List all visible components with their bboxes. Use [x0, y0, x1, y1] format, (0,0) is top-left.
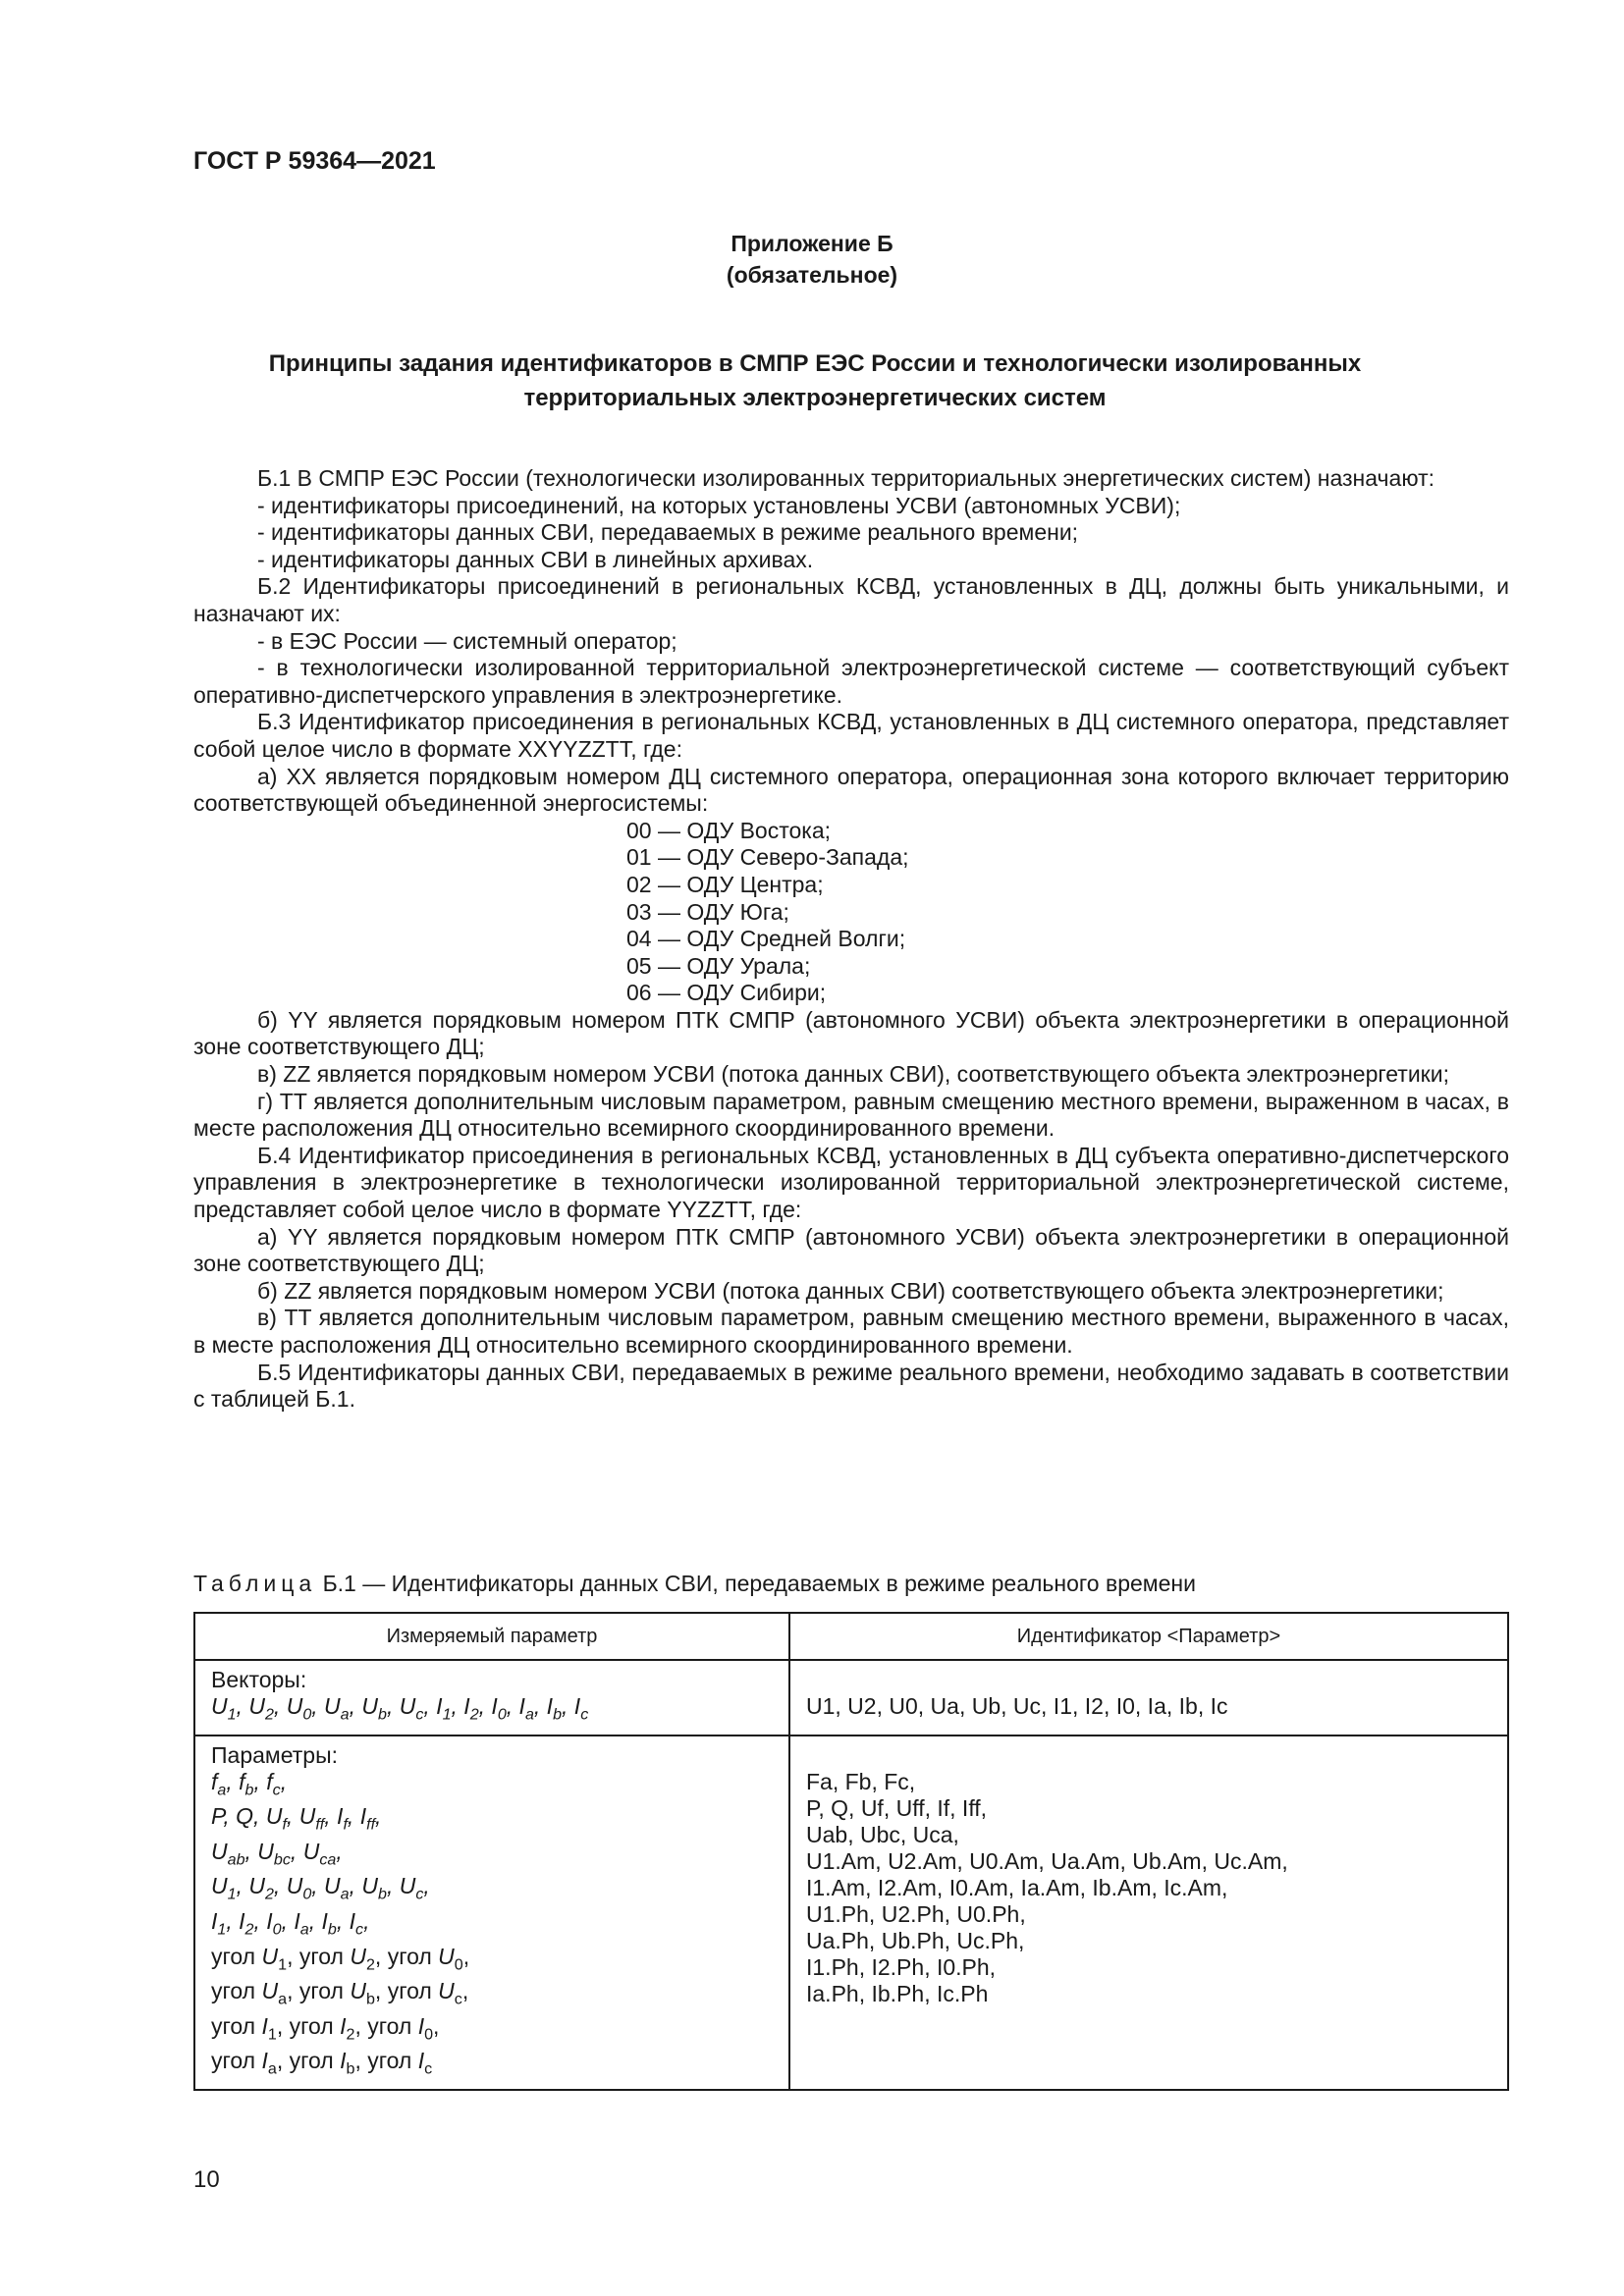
list-item: - идентификаторы данных СВИ в линейных архивах. — [257, 546, 814, 572]
vectors-label: Векторы: — [211, 1667, 307, 1692]
table-row — [194, 1660, 1508, 1735]
odu-item: 01 — ОДУ Северо-Запада; — [626, 844, 909, 871]
param-ids: I1.Am, I2.Am, I0.Am, Ia.Am, Ib.Am, Ic.Am, — [806, 1874, 1228, 1900]
table-cell — [194, 1660, 789, 1735]
param-symbols: $U_{ab}$, $U_{bc}$, $U_{ca}$, — [211, 1838, 343, 1869]
list-item: - идентификаторы присоединений, на которых установлены УСВИ (автономных УСВИ); — [257, 492, 1181, 518]
paragraph-b4: Б.4 Идентификатор присоединения в региональных КСВД, установленных в ДЦ субъекта оперативно-диспетчерского управления в электроэнергетике в технологически изолированной территориальной электроэнергетической системе, представляет собой целое число в формате YYZZTT, где: — [193, 1142, 1509, 1223]
table-caption — [193, 1571, 1196, 1597]
param-symbols: угол $U_1$, угол $U_2$, угол $U_0$, — [211, 1943, 470, 1974]
identifiers-table — [193, 1612, 1509, 2091]
odu-item: 06 — ОДУ Сибири; — [626, 980, 827, 1006]
document-header: ГОСТ Р 59364—2021 — [193, 147, 436, 175]
odu-item: 04 — ОДУ Средней Волги; — [626, 926, 906, 952]
paragraph-b3-a: а) XX является порядковым номером ДЦ системного оператора, операционная зона которого включает территорию соответствующей объединенной энергосистемы: — [193, 763, 1509, 817]
param-ids: P, Q, Uf, Uff, If, Iff, — [806, 1794, 988, 1821]
appendix-heading — [0, 228, 1624, 291]
param-symbols: $I_1$, $I_2$, $I_0$, $I_a$, $I_b$, $I_c$, — [211, 1907, 370, 1939]
paragraph-b3: Б.3 Идентификатор присоединения в региональных КСВД, установленных в ДЦ системного оператора, представляет собой целое число в формате XXYYZZTT, где: — [193, 709, 1509, 762]
param-symbols: P, Q, $U_f$, $U_{ff}$, $I_f$, $I_{ff}$, — [211, 1803, 382, 1834]
param-symbols: $f_a$, $f_b$, $f_c$, — [211, 1768, 288, 1799]
section-title-line-2: территориальных электроэнергетических систем — [523, 385, 1107, 411]
params-label: Параметры: — [211, 1741, 338, 1768]
param-symbols: угол $I_a$, угол $I_b$, угол $I_c$ — [211, 2048, 433, 2078]
odu-item: 02 — ОДУ Центра; — [626, 871, 824, 897]
list-item: - в ЕЭС России — системный оператор; — [257, 627, 677, 654]
param-ids: I1.Ph, I2.Ph, I0.Ph, — [806, 1953, 997, 1980]
paragraph-b3-d: г) TT является дополнительным числовым параметром, равным смещению местного времени, выраженном в часах, в месте расположения ДЦ относительно всемирного скоординированного времени. — [193, 1088, 1509, 1142]
section-title-line-1: Принципы задания идентификаторов в СМПР ЕЭС России и технологически изолированных — [268, 350, 1362, 377]
paragraph-b2: Б.2 Идентификаторы присоединений в региональных КСВД, установленных в ДЦ, должны быть уникальными, и назначают их: — [193, 573, 1509, 626]
paragraph-b3-c: в) ZZ является порядковым номером УСВИ (потока данных СВИ), соответствующего объекта электроэнергетики; — [257, 1061, 1449, 1088]
page-number: 10 — [193, 2166, 220, 2193]
param-ids: Ia.Ph, Ib.Ph, Ic.Ph — [806, 1980, 989, 2006]
table-header-row — [194, 1613, 1508, 1660]
appendix-status: (обязательное) — [726, 262, 898, 288]
column-header: Идентификатор <Параметр> — [789, 1613, 1508, 1660]
paragraph-b4-a: а) YY является порядковым номером ПТК СМПР (автономного УСВИ) объекта электроэнергетики в операционной зоне соответствующего ДЦ; — [193, 1223, 1509, 1277]
param-ids: Ua.Ph, Ub.Ph, Uc.Ph, — [806, 1927, 1025, 1953]
table-cell — [194, 1735, 789, 2090]
param-ids: U1.Am, U2.Am, U0.Am, Ua.Am, Ub.Am, Uc.Am, — [806, 1847, 1288, 1874]
table-row — [194, 1735, 1508, 2090]
param-symbols: угол $U_a$, угол $U_b$, угол $U_c$, — [211, 1978, 469, 2008]
param-symbols: угол $I_1$, угол $I_2$, угол $I_0$, — [211, 2012, 440, 2044]
table-cell — [789, 1735, 1508, 2090]
paragraph-b4-c: в) TT является дополнительным числовым параметром, равным смещению местного времени, выраженного в часах, в месте расположения ДЦ относительно всемирного скоординированного времени. — [193, 1305, 1509, 1358]
param-ids: Uab, Ubc, Uca, — [806, 1821, 959, 1847]
paragraph-b3-b: б) YY является порядковым номером ПТК СМПР (автономного УСВИ) объекта электроэнергетики в операционной зоне соответствующего ДЦ; — [193, 1006, 1509, 1060]
table-caption-prefix: Таблица — [193, 1571, 317, 1596]
list-item: - идентификаторы данных СВИ, передаваемых в режиме реального времени; — [257, 519, 1079, 546]
table-cell — [789, 1660, 1508, 1735]
paragraph-b1: Б.1 В СМПР ЕЭС России (технологически изолированных территориальных энергетических систем) назначают: — [257, 465, 1435, 491]
section-title — [147, 347, 1483, 415]
column-header: Измеряемый параметр — [194, 1613, 789, 1660]
vectors-symbols: $U_1$, $U_2$, $U_0$, $U_a$, $U_b$, $U_c$, $I_1$, $I_2$, $I_0$, $I_a$, $I_b$, $I_c$ — [211, 1693, 589, 1724]
document-body — [193, 465, 1509, 1414]
vectors-ids: U1, U2, U0, Ua, Ub, Uc, I1, I2, I0, Ia, Ib, Ic — [806, 1693, 1228, 1719]
param-ids: U1.Ph, U2.Ph, U0.Ph, — [806, 1900, 1026, 1927]
odu-item: 03 — ОДУ Юга; — [626, 898, 789, 925]
appendix-label: Приложение Б — [731, 231, 893, 256]
odu-item: 00 — ОДУ Востока; — [626, 817, 832, 843]
paragraph-b5: Б.5 Идентификаторы данных СВИ, передаваемых в режиме реального времени, необходимо задавать в соответствии с таблицей Б.1. — [193, 1359, 1509, 1413]
list-item: - в технологически изолированной территориальной электроэнергетической системе — соответствующий субъект оперативно-диспетчерского управления в электроэнергетике. — [193, 655, 1509, 708]
odu-item: 05 — ОДУ Урала; — [626, 952, 811, 979]
paragraph-b4-b: б) ZZ является порядковым номером УСВИ (потока данных СВИ) соответствующего объекта электроэнергетики; — [257, 1277, 1444, 1304]
param-ids: Fa, Fb, Fc, — [806, 1768, 916, 1794]
param-symbols: $U_1$, $U_2$, $U_0$, $U_a$, $U_b$, $U_c$, — [211, 1873, 430, 1903]
table-caption-text: Б.1 — Идентификаторы данных СВИ, передаваемых в режиме реального времени — [322, 1571, 1196, 1596]
